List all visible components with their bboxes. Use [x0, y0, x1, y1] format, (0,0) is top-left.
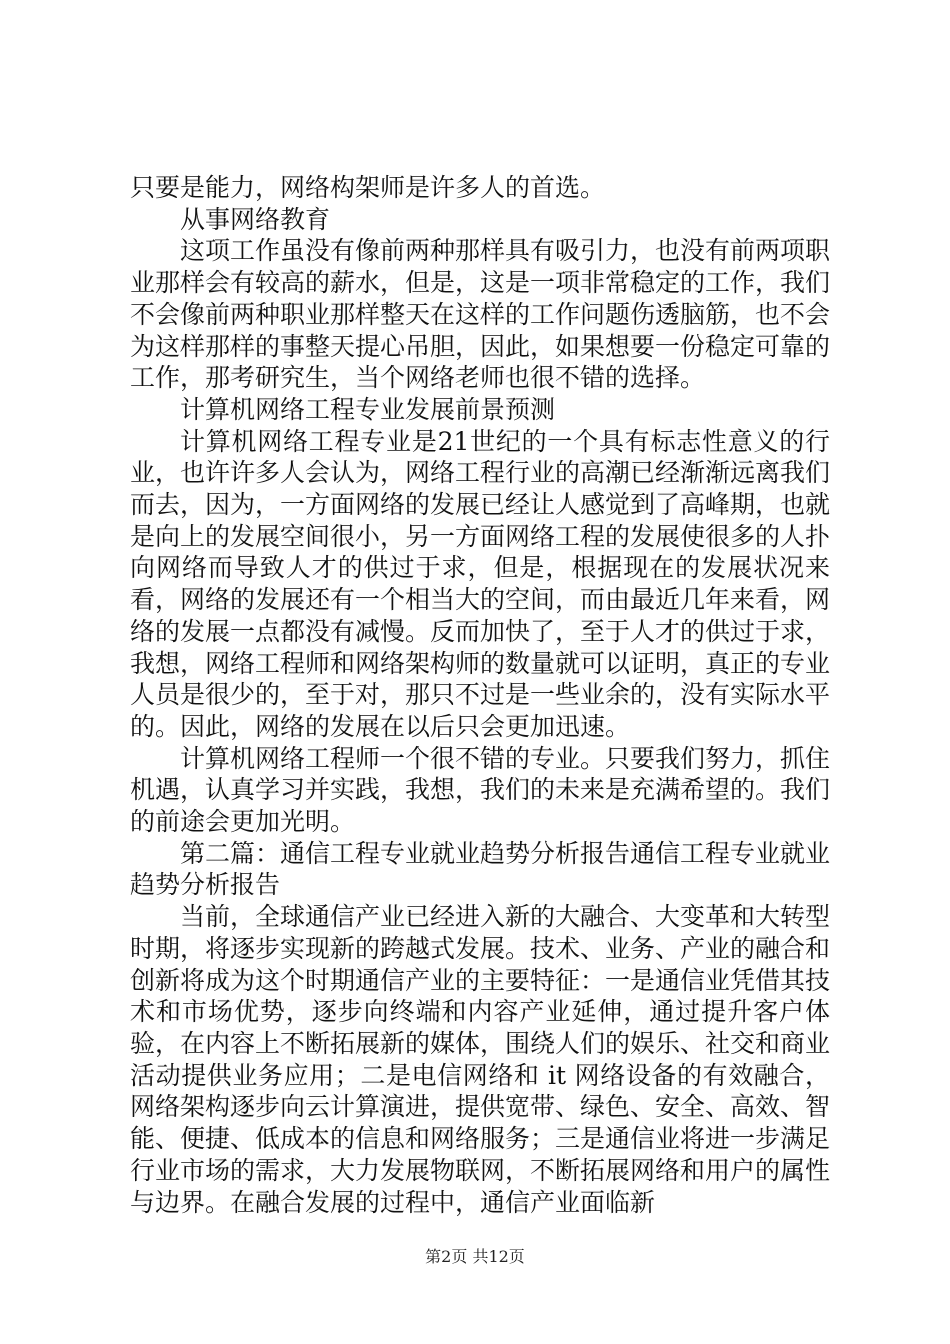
paragraph-3: 这项工作虽没有像前两种那样具有吸引力，也没有前两项职业那样会有较高的薪水，但是，这是一项非常稳定的工作，我们不会像前两种职业那样整天在这样的工作问题伤透脑筋，也不会为这样那样的事整天提心吊胆，因此，如果想要一份稳定可靠的工作，那考研究生，当个网络老师也很不错的选择。 [130, 236, 831, 393]
paragraph-8: 当前，全球通信产业已经进入新的大融合、大变革和大转型时期，将逐步实现新的跨越式发展。技术、业务、产业的融合和创新将成为这个时期通信产业的主要特征：一是通信业凭借其技术和市场优势，逐步向终端和内容产业延伸，通过提升客户体验，在内容上不断拓展新的媒体，围绕人们的娱乐、社交和商业活动提供业务应用；二是电信网络和 it 网络设备的有效融合，网络架构逐步向云计算演进，提供宽带、绿色、安全、高效、智能、便捷、低成本的信息和网络服务；三是通信业将进一步满足行业市场的需求，大力发展物联网，不断拓展网络和用户的属性与边界。在融合发展的过程中，通信产业面临新 [130, 902, 831, 1217]
paragraph-7-heading: 第二篇：通信工程专业就业趋势分析报告通信工程专业就业趋势分析报告 [130, 838, 831, 900]
paragraph-5: 计算机网络工程专业是21世纪的一个具有标志性意义的行业，也许许多人会认为，网络工程行业的高潮已经渐渐远离我们而去，因为，一方面网络的发展已经让人感觉到了高峰期，也就是向上的发展空间很小，另一方面网络工程的发展使很多的人扑向网络而导致人才的供过于求，但是，根据现在的发展状况来看，网络的发展还有一个相当大的空间，而由最近几年来看，网络的发展一点都没有减慢。反而加快了，至于人才的供过于求，我想，网络工程师和网络架构师的数量就可以证明，真正的专业人员是很少的，至于对，那只不过是一些业余的，没有实际水平的。因此，网络的发展在以后只会更加迅速。 [130, 426, 831, 741]
page-footer: 第2页 共12页 [425, 1247, 525, 1266]
paragraph-2-heading: 从事网络教育 [180, 204, 331, 234]
paragraph-4-heading: 计算机网络工程专业发展前景预测 [180, 394, 556, 424]
paragraph-6: 计算机网络工程师一个很不错的专业。只要我们努力，抓住机遇，认真学习并实践，我想，我们的未来是充满希望的。我们的前途会更加光明。 [130, 743, 831, 837]
document-body [130, 172, 830, 1218]
paragraph-1: 只要是能力，网络构架师是许多人的首选。 [130, 173, 606, 202]
